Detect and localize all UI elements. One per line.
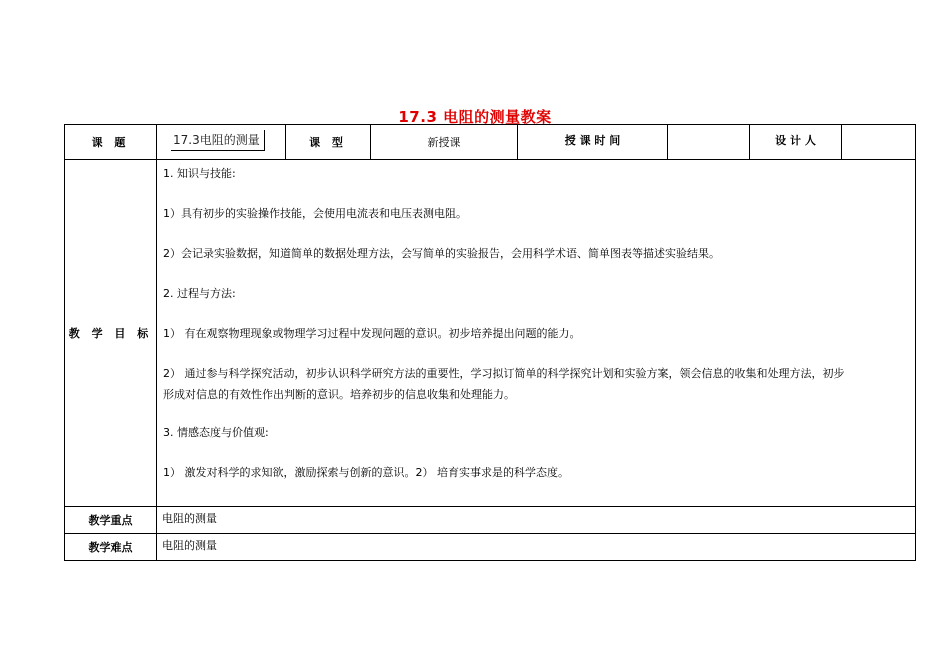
objective-line: 1） 有在观察物理现象或物理学习过程中发现问题的意识。初步培养提出问题的能力。 [163, 327, 581, 340]
difficulties-row [65, 534, 916, 561]
difficulties-value: 电阻的测量 [157, 534, 916, 561]
header-row [65, 125, 916, 160]
objective-line: 1. 知识与技能: [163, 167, 236, 180]
key-points-value: 电阻的测量 [157, 507, 916, 534]
document-title: 17.3 电阻的测量教案 [398, 108, 552, 126]
objective-line: 1）具有初步的实验操作技能，会使用电流表和电压表测电阻。 [163, 207, 467, 220]
objectives-row [65, 160, 916, 507]
time-label: 授 课 时 间 [518, 125, 668, 160]
type-label: 课 型 [286, 125, 371, 160]
objective-line: 形成对信息的有效性作出判断的意识。培养初步的信息收集和处理能力。 [163, 388, 515, 401]
key-points-label: 教学重点 [65, 507, 157, 534]
objectives-content [157, 160, 916, 507]
designer-label: 设 计 人 [750, 125, 842, 160]
objective-line: 1） 激发对科学的求知欲，激励探索与创新的意识。2） 培育实事求是的科学态度。 [163, 466, 569, 479]
objective-line: 3. 情感态度与价值观: [163, 426, 269, 439]
objectives-label: 教 学 目 标 [65, 160, 157, 507]
difficulties-label: 教学难点 [65, 534, 157, 561]
topic-label: 课 题 [65, 125, 157, 160]
key-points-row [65, 507, 916, 534]
objective-line: 2. 过程与方法: [163, 287, 236, 300]
objective-line: 2）会记录实验数据，知道简单的数据处理方法，会写简单的实验报告，会用科学术语、简单图表等描述实验结果。 [163, 247, 720, 260]
objective-line: 2） 通过参与科学探究活动，初步认识科学研究方法的重要性，学习拟订简单的科学探究计划和实验方案，领会信息的收集和处理方法，初步 [163, 367, 845, 380]
topic-value-cell [157, 125, 286, 160]
lesson-plan-table [64, 124, 916, 561]
type-value: 新授课 [371, 125, 518, 160]
time-value [668, 125, 750, 160]
designer-value [842, 125, 916, 160]
topic-value: 17.3电阻的测量 [171, 130, 265, 151]
